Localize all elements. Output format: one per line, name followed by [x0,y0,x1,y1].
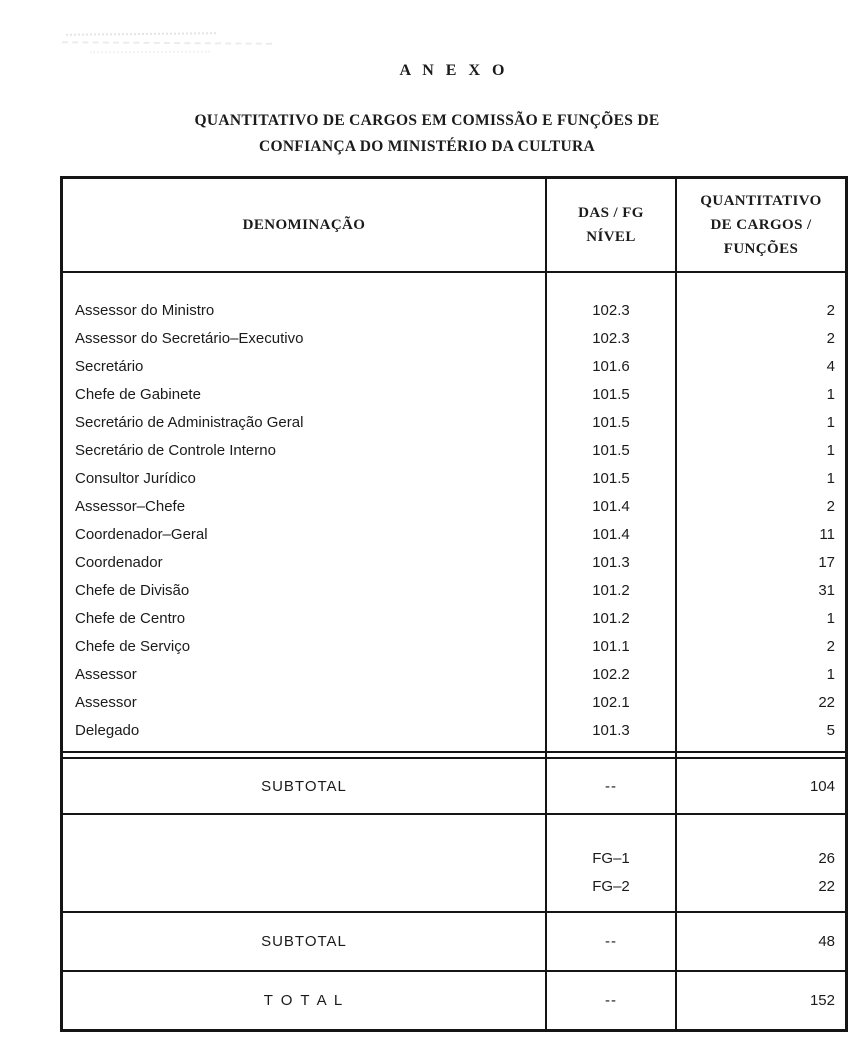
table-row-denominacao: Assessor [75,694,137,711]
table-row-nivel: 101.5 [592,442,630,459]
subtotal-row-2 [63,913,845,972]
fg-column-nivel [545,815,675,911]
subtitle-line-2: CONFIANÇA DO MINISTÉRIO DA CULTURA [258,138,596,155]
fg-section [63,815,845,913]
subtotal-label: SUBTOTAL [261,933,347,950]
table-row-quantidade: 2 [826,330,835,347]
table-row-denominacao: Chefe de Serviço [75,638,191,655]
table-row-denominacao: Assessor do Secretário–Executivo [75,330,304,347]
table-row-nivel: 101.5 [592,414,630,431]
table-row-quantidade: 2 [826,498,835,515]
table-row-nivel: 101.6 [592,358,630,375]
total-label: T O T A L [263,992,345,1009]
table-row-denominacao: Coordenador–Geral [75,526,208,543]
table-row-nivel: 101.1 [592,638,630,655]
table-row-quantidade: 1 [826,414,835,431]
table-row-denominacao: Coordenador [75,554,163,571]
table-row-denominacao: Secretário de Administração Geral [75,414,304,431]
table-row-nivel: 102.3 [592,330,630,347]
total-nivel: -- [545,972,675,1029]
table-row-quantidade: 1 [826,610,835,627]
table-row-quantidade: 2 [826,302,835,319]
table-row-quantidade: 1 [826,386,835,403]
table-row-quantidade: 22 [818,694,835,711]
table-row-denominacao: Assessor do Ministro [75,302,215,319]
table-row-denominacao: Secretário de Controle Interno [75,442,276,459]
column-nivel [545,273,675,751]
fg-column-quantitativo [675,815,845,911]
fg-row-nivel: FG–2 [592,878,630,895]
subtitle-line-1: QUANTITATIVO DE CARGOS EM COMISSÃO E FUNÇÕES DE [194,112,660,129]
table-row-denominacao: Chefe de Gabinete [75,386,201,403]
table-row-nivel: 101.2 [592,582,630,599]
fg-row-quantidade: 22 [818,878,835,895]
document-subtitle [0,108,854,160]
table-row-quantidade: 31 [818,582,835,599]
table-row-quantidade: 1 [826,470,835,487]
table-row-nivel: 101.3 [592,554,630,571]
table-row-quantidade: 4 [826,358,835,375]
fg-column-denominacao [63,815,545,911]
subtotal-label: SUBTOTAL [261,777,347,795]
scan-smudge-artifact [62,26,292,56]
anexo-title: A N E X O [399,62,509,79]
table-row-quantidade: 5 [826,722,835,739]
table-row-nivel: 102.3 [592,302,630,319]
table-row-quantidade: 2 [826,638,835,655]
table-row-nivel: 101.4 [592,498,630,515]
table-row-denominacao: Consultor Jurídico [75,470,196,487]
table-body [63,273,845,753]
quantitativo-table [60,176,848,1032]
header-das-fg-nivel: DAS / FG NÍVEL [545,179,675,271]
table-row-denominacao: Assessor [75,666,137,683]
table-row-quantidade: 1 [826,442,835,459]
header-denominacao: DENOMINAÇÃO [242,217,366,233]
table-row-nivel: 101.3 [592,722,630,739]
table-row-nivel: 102.1 [592,694,630,711]
subtotal-nivel: -- [545,913,675,970]
table-row-denominacao: Chefe de Centro [75,610,186,627]
fg-row-nivel: FG–1 [592,850,630,867]
table-row-nivel: 101.4 [592,526,630,543]
column-quantitativo [675,273,845,751]
table-row-nivel: 102.2 [592,666,630,683]
subtotal-quantidade: 104 [675,759,845,813]
total-row [63,972,845,1029]
table-row-quantidade: 11 [819,526,835,543]
table-row-denominacao: Secretário [75,358,144,375]
fg-row-quantidade: 26 [818,850,835,867]
table-row-denominacao: Chefe de Divisão [75,582,190,599]
table-row-quantidade: 1 [826,666,835,683]
table-row-denominacao: Delegado [75,722,140,739]
table-row-denominacao: Assessor–Chefe [75,498,186,515]
subtotal-quantidade: 48 [675,913,845,970]
column-denominacao [63,273,545,751]
table-row-nivel: 101.5 [592,470,630,487]
table-row-nivel: 101.5 [592,386,630,403]
section-divider-gap [63,753,845,757]
table-row-quantidade: 17 [818,554,835,571]
table-header-row [63,179,845,273]
header-quantitativo: QUANTITATIVO DE CARGOS / FUNÇÕES [675,179,845,271]
total-quantidade: 152 [675,972,845,1029]
table-row-nivel: 101.2 [592,610,630,627]
subtotal-nivel: -- [545,759,675,813]
subtotal-row-1 [63,757,845,815]
